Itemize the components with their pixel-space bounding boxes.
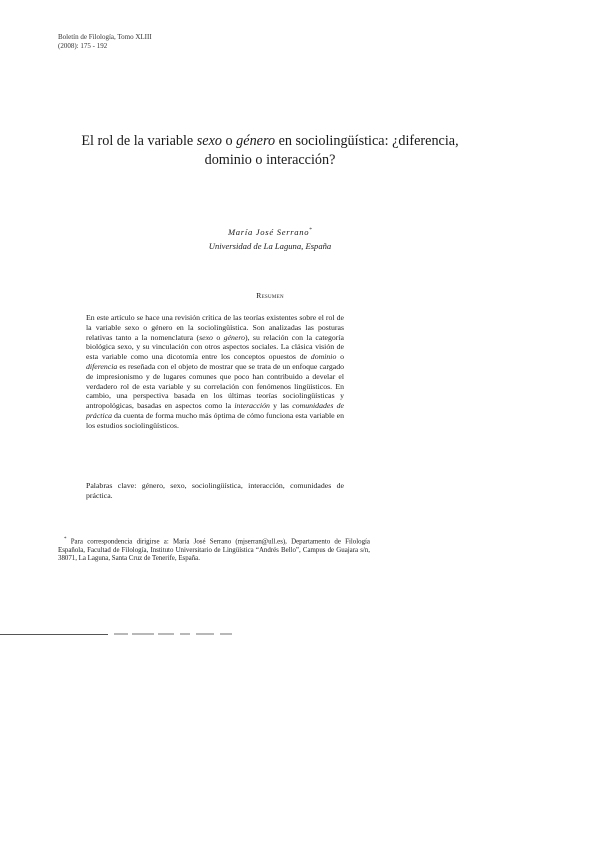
title-text-2: o: [221, 133, 237, 149]
abstract-term-2: género: [223, 332, 245, 342]
abstract-term-4: diferencia: [86, 361, 118, 371]
title-term-genero: género: [236, 133, 276, 149]
journal-issue: (2008): 175 - 192: [58, 41, 108, 50]
abstract-term-1: sexo: [199, 332, 213, 342]
footnote-marker: *: [64, 537, 67, 542]
journal-name: Boletín de Filología, Tomo XLIII: [58, 33, 152, 41]
footnote-text: Para correspondencia dirigirse a: María José Serrano (mjserran@ull.es), Departamento de Filología Española, Facultad de Filología, Instituto Universitario de Lingüística “Andrés Bello”, Campus de Guajara s/n, 38071, La Laguna, Santa Cruz de Tenerife, España.: [58, 538, 370, 562]
abstract-text-6: y las: [269, 401, 293, 411]
abstract-text-3: ), su relación con la categoría biológica sexo, y su vinculación con otros aspectos sociales. La clásica visión de esta variable como una dicotomía entre los conceptos opuestos de: [86, 332, 344, 362]
abstract-text-5: es reseñada con el objeto de mostrar que se trata de un enfoque cargado de impresionismo y de lugares comunes que poco han contribuido a develar el verdadero rol de esta variable y su correlación con fenómenos lingüísticos. En cambio, una perspectiva basada en los últimas teorías sociolingüísticas y antropológicas, basadas en aspectos como la: [86, 361, 344, 411]
title-text-1: El rol de la variable: [81, 133, 197, 149]
abstract-term-3: dominio: [310, 352, 337, 362]
abstract-text-7: da cuenta de forma mucho más óptima de cómo funciona esta variable en los estudios sociolingüísticos.: [86, 410, 344, 430]
author-footnote-marker: *: [309, 227, 313, 233]
title-text-3: en sociolingüística: ¿diferencia, dominio o interacción?: [204, 133, 459, 168]
author-name: María José Serrano: [227, 226, 310, 237]
abstract-text-2: o: [212, 332, 224, 342]
title-term-sexo: sexo: [196, 133, 222, 149]
footnote: [58, 536, 370, 563]
abstract-term-5: interacción: [234, 401, 270, 411]
abstract-body: [86, 313, 344, 431]
footer-rule: [0, 634, 108, 635]
show-through-artifact: [108, 633, 238, 636]
author-affiliation: Universidad de La Laguna, España: [208, 240, 332, 251]
abstract-term-6: comunidades de práctica: [86, 401, 344, 420]
abstract-text-1: En este artículo se hace una revisión crítica de las teorías existentes sobre el rol de la variable sexo o género en la sociolingüística. Son analizadas las posturas relativas tanto a la nomenclatura (: [86, 313, 344, 342]
journal-header: [58, 33, 152, 50]
abstract-heading: Resumen: [256, 291, 284, 300]
keywords: Palabras clave: género, sexo, sociolingüística, interacción, comunidades de práctica.: [86, 481, 344, 500]
author-block: [60, 223, 480, 253]
abstract-text-4: o: [336, 352, 344, 362]
paper-title: [60, 132, 480, 169]
